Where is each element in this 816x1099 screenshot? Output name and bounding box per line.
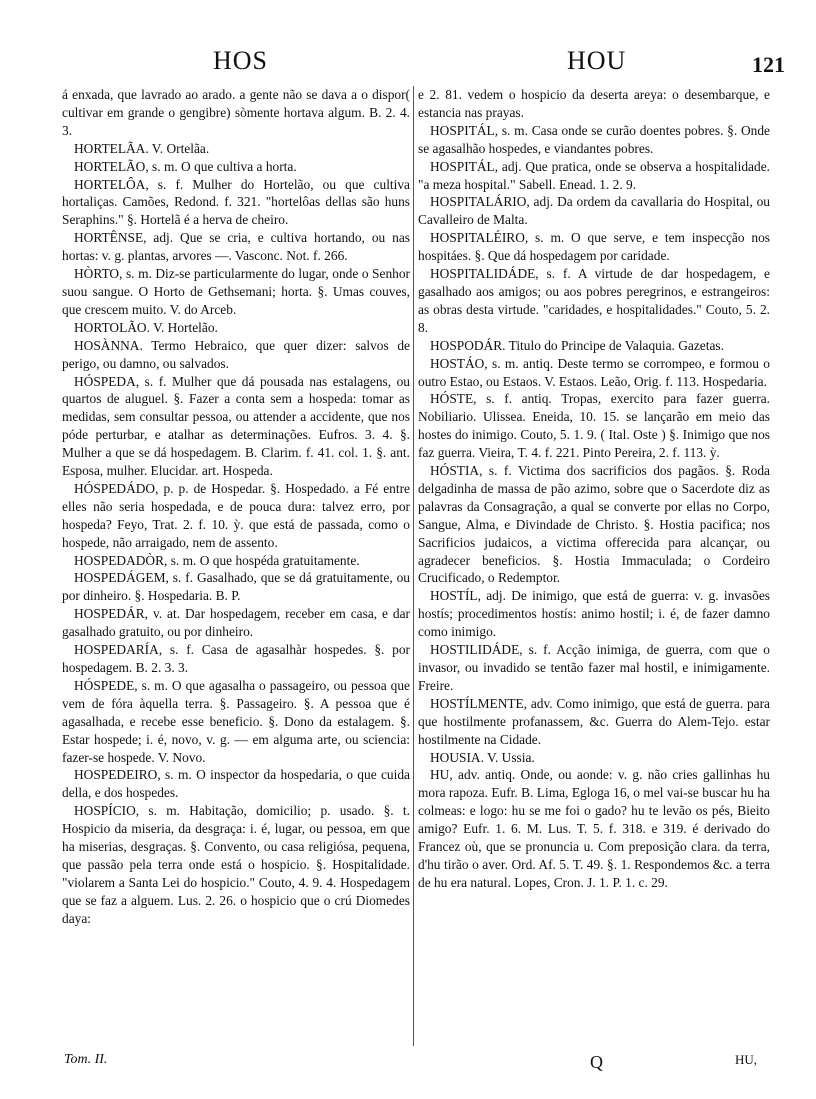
right-column [418,86,770,1048]
dictionary-entry: HOSPEDADÒR, s. m. O que hospéda gratuitamente. [74,552,360,568]
dictionary-entry: HOSPITALÁRIO, adj. Da ordem da cavallaria do Hospital, ou Cavalleiro de Malta. [418,194,770,228]
dictionary-entry: HOSTÍLMENTE, adv. Como inimigo, que está de guerra. para que hostilmente profanassem, &c. Guerra do Alem-Tejo. estar hostilmente na Cidade. [418,695,770,747]
dictionary-entry: e 2. 81. vedem o hospicio da deserta areya: o desembarque, e estancia nas prayas. [418,87,770,120]
dictionary-entry: HOSÀNNA. Termo Hebraico, que quer dizer: salvos de perigo, ou damno, ou salvados. [62,337,410,371]
dictionary-entry: HOSPITÁL, adj. Que pratica, onde se observa a hospitalidade. "a meza hospital." Sabell. Enead. 1. 2. 9. [418,158,770,192]
dictionary-entry: HOSPEDEIRO, s. m. O inspector da hospedaria, o que cuida della, e dos hospedes. [62,767,410,801]
dictionary-entry: HÓSPEDÁDO, p. p. de Hospedar. §. Hospedado. a Fé entre elles não seria hospedada, e de pouca dura: talvez erro, por hospeda? Feyo, Trat. 2. f. 10. ỳ. que está de passada, como o hospede, não arraigado, nem de assento. [62,480,410,550]
dictionary-entry: HOSPODÁR. Titulo do Principe de Valaquia. Gazetas. [430,337,724,353]
right-guide-word: HOU [567,46,627,75]
dictionary-entry: HORTOLÃO. V. Hortelão. [74,319,218,335]
dictionary-entry: HOSPITÁL, s. m. Casa onde se curão doentes pobres. §. Onde se agasalhão hospedes, e viandantes pobres. [418,122,770,156]
left-guide-word: HOS [213,46,269,75]
dictionary-entry: HOSPITALIDÁDE, s. f. A virtude de dar hospedagem, e gasalhado aos amigos; ou aos pobres peregrinos, e estrangeiros: as obras desta virtude. "caridades, e hospitalidades." Couto, 5. 2. 8. [418,266,770,335]
dictionary-entry: HORTÊNSE, adj. Que se cria, e cultiva hortando, ou nas hortas: v. g. plantas, arvores —. Vasconc. Not. f. 266. [62,230,410,264]
dictionary-entry: HOSTÍL, adj. De inimigo, que está de guerra: v. g. invasões hostís; procedimentos hostís: animo hostil; i. é, de fazer damno como inimigo. [418,588,770,640]
dictionary-entry: HOSPEDARÍA, s. f. Casa de agasalhàr hospedes. §. por hospedagem. B. 2. 3. 3. [62,642,410,675]
volume-label: Tom. II. [64,1052,108,1067]
catchword: HU, [735,1052,758,1067]
dictionary-entry: HÒRTO, s. m. Diz-se particularmente do lugar, onde o Senhor suou sangue. O Horto de Gethsemani; horta. §. Umas couves, que crescem muito. V. do Arceb. [62,266,410,317]
dictionary-entry: HU, adv. antiq. Onde, ou aonde: v. g. não cries gallinhas hu mora rapoza. Eufr. B. Lima, Egloga 16, o mel vai-se buscar hu ha colmeas: e logo: hu se me foi o gado? hu te levão os pés, Bieito amigo? Eufr. 1. 6. M. Lus. T. 5. f. 318. e 319. é derivado do Francez où, que se pronuncia u. Com preposição clara. da terra, d'hu tirão o aver. Ord. Af. 5. T. 49. §. 1. Respondemos &c. a terra de hu era natural. Lopes, Cron. J. 1. P. 1. c. 29. [418,767,770,890]
dictionary-entry: HOSTÁO, s. m. antiq. Deste termo se corrompeo, e formou o outro Estao, ou Estaos. V. Estaos. Leão, Orig. f. 113. Hospedaria. [418,355,770,389]
left-column [62,86,410,1048]
dictionary-entry: HÓSPEDA, s. f. Mulher que dá pousada nas estalagens, ou quartos de aluguel. §. Fazer a conta sem a hospeda: tomar as medidas, sem consultar pessoa, ou attender a accidente, que nos póde perturbar, e atalhar as determinações. Eufros. 3. 4. §. Mulher a que se dá hospedagem. B. Clarim. f. 41. col. 1. §. ant. Esposa, mulher. Elucidar. art. Hospeda. [62,373,410,479]
dictionary-entry: HOSPEDÁGEM, s. f. Gasalhado, que se dá gratuitamente, ou por dinheiro. §. Hospedaria. B. P. [62,570,410,604]
dictionary-entry: HOSPITALÉIRO, s. m. O que serve, e tem inspecção nos hospitáes. §. Que dá hospedagem por caridade. [418,230,770,264]
column-divider [413,86,414,1046]
dictionary-entry: HÓSPEDE, s. m. O que agasalha o passageiro, ou pessoa que vem de fóra àquella terra. §. Passageiro. §. A pessoa que é agasalhada, e recebe esse beneficio. §. Dono da estalagem. §. Estar hospede; i. é, novo, v. g. — em alguma arte, ou sciencia: fazer-se hospede. V. Novo. [62,677,410,765]
dictionary-entry: á enxada, que lavrado ao arado. a gente não se dava a o dispor( cultivar em grande o gengibre) sòmente hortava algum. B. 2. 4. 3. [62,87,410,138]
dictionary-entry: HÓSTIA, s. f. Victima dos sacrificios dos pagãos. §. Roda delgadinha de massa de pão azimo, sobre que o Sacerdote diz as palavras da Consagração, a qual se converte por ellas no Corpo, Sangue, Alma, e Divindade de Christo. §. Hostia pacifica; nos Sacrificios judaicos, a victima offerecida para alcançar, ou agradecer beneficios. §. Hostia Immaculada; o Cordeiro Crucificado, o Redemptor. [418,463,770,586]
dictionary-entry: HORTELÃO, s. m. O que cultiva a horta. [74,158,297,174]
page-number: 121 [752,52,785,77]
dictionary-entry: HÓSTE, s. f. antiq. Tropas, exercito para fazer guerra. Nobiliario. Ulissea. Eneida, 10. 15. se lançarão em meio das hostes do inimigo. Couto, 5. 1. 9. ( Ital. Oste ) §. Inimigo que nos faz guerra. Vieira, T. 4. f. 221. Pinto Pereira, 2. f. 113. ỳ. [418,391,770,461]
dictionary-entry: HOSPEDÁR, v. at. Dar hospedagem, receber em casa, e dar gasalhado gratuito, ou por dinheiro. [62,606,410,640]
dictionary-entry: HOSPÍCIO, s. m. Habitação, domicilio; p. usado. §. t. Hospicio da miseria, da desgraça: i. é, lugar, ou pessoa, em que ha miserias, desgraças. §. Convento, ou casa religiósa, pequena, que passão pela terra onde está o hospicio. §. Hospitalidade. "violarem a Santa Lei do hospicio." Couto, 4. 9. 4. Hospedagem que se faz a alguem. Lus. 2. 26. o hospicio que o crú Diomedes daya: [62,803,410,926]
signature-mark: Q [590,1052,603,1072]
dictionary-entry: HOSTILIDÁDE, s. f. Acção inimiga, de guerra, com que o invasor, ou invadido se tentão fazer mal hostil, e inimigamente. Freire. [418,642,770,693]
dictionary-entry: HORTELÔA, s. f. Mulher do Hortelão, ou que cultiva hortaliças. Camões, Redond. f. 321. "hortelôas dellas são huns Seraphins." §. Hortelã é a herva de cheiro. [62,176,410,228]
dictionary-entry: HORTELÃA. V. Ortelãa. [74,140,210,156]
dictionary-entry: HOUSIA. V. Ussia. [430,749,535,765]
